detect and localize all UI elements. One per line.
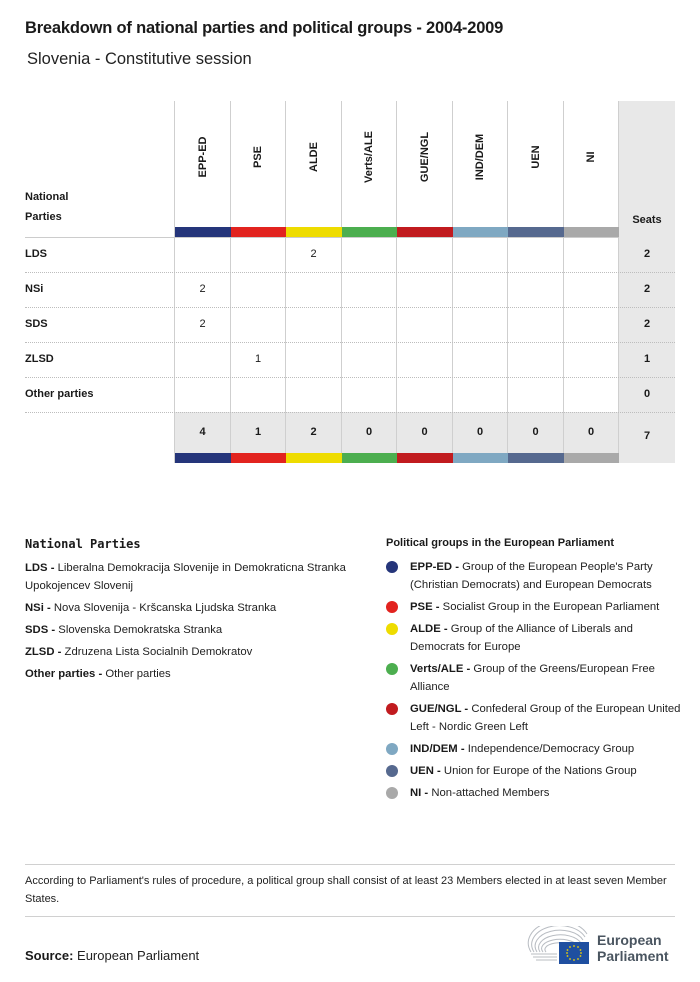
total-cell: 0	[421, 426, 428, 438]
page-title: Breakdown of national parties and political groups - 2004-2009	[25, 19, 504, 37]
legend-abbr: Other parties -	[25, 668, 103, 680]
table-cell: 2	[199, 283, 206, 295]
legend-abbr: NI -	[410, 787, 429, 799]
color-bar-top	[342, 227, 398, 237]
color-bar-bottom	[508, 453, 564, 463]
seats-cell: 2	[643, 318, 651, 330]
color-dot-icon	[386, 765, 398, 777]
color-bar-bottom	[397, 453, 453, 463]
seats-cell: 0	[643, 388, 651, 400]
legend-abbr: Verts/ALE -	[410, 663, 471, 675]
header-rule	[25, 237, 619, 238]
political-group-legend-item	[386, 598, 686, 616]
color-bar-top	[231, 227, 287, 237]
row-divider	[25, 272, 675, 273]
national-party-legend-item	[25, 599, 355, 617]
legend-name: Other parties	[105, 668, 171, 680]
legend-name: Group of the Greens/European Free Alliance	[410, 663, 655, 693]
color-bar-bottom	[342, 453, 398, 463]
logo-line1: European	[597, 932, 662, 948]
breakdown-table	[25, 101, 675, 463]
legend-name: Independence/Democracy Group	[467, 743, 635, 755]
legend-name: Non-attached Members	[431, 787, 550, 799]
divider	[25, 864, 675, 865]
color-dot-icon	[386, 703, 398, 715]
column-header-epp-ed	[175, 101, 230, 227]
column-header-text: NI	[585, 151, 597, 163]
seats-cell: 2	[643, 283, 651, 295]
political-group-legend-item	[386, 558, 686, 594]
color-dot-icon	[386, 561, 398, 573]
national-parties-legend	[25, 537, 355, 687]
total-cell: 4	[199, 426, 206, 438]
color-dot-icon	[386, 601, 398, 613]
legend-name: Liberalna Demokracija Slovenije in Demokraticna Stranka Upokojencev Slovenij	[25, 562, 346, 592]
legend-name: Socialist Group in the European Parliament	[442, 601, 660, 613]
seats-header: Seats	[632, 214, 662, 226]
legend-abbr: LDS -	[25, 562, 55, 574]
national-party-legend-item	[25, 665, 355, 683]
color-bar-top	[453, 227, 509, 237]
color-bar-bottom	[453, 453, 509, 463]
source-value: European Parliament	[77, 948, 200, 963]
column-header-uen	[508, 101, 563, 227]
column-header-ind-dem	[453, 101, 508, 227]
column-header-text: Verts/ALE	[363, 131, 375, 183]
divider	[25, 916, 675, 917]
hemicycle-flag-icon	[527, 926, 593, 966]
color-bar-top	[508, 227, 564, 237]
national-party-legend-item	[25, 621, 355, 639]
grand-total: 7	[643, 430, 651, 442]
column-header-ni	[564, 101, 619, 227]
column-header-alde	[286, 101, 341, 227]
color-dot-icon	[386, 787, 398, 799]
legend-abbr: SDS -	[25, 624, 56, 636]
seats-cell: 1	[643, 353, 651, 365]
row-divider	[25, 377, 675, 378]
legend-abbr: EPP-ED -	[410, 561, 459, 573]
row-divider	[25, 412, 675, 413]
row-label: ZLSD	[25, 353, 54, 365]
national-party-legend-item	[25, 559, 355, 595]
total-cell: 2	[310, 426, 317, 438]
total-cell: 0	[587, 426, 595, 438]
color-dot-icon	[386, 623, 398, 635]
seats-cell: 2	[643, 248, 651, 260]
row-label: LDS	[25, 248, 47, 260]
political-groups-legend-title: Political groups in the European Parliament	[386, 537, 614, 549]
legend-abbr: IND/DEM -	[410, 743, 465, 755]
color-bar-top	[175, 227, 231, 237]
legend-name: Confederal Group of the European United Left - Nordic Green Left	[410, 703, 681, 733]
total-cell: 0	[532, 426, 539, 438]
political-groups-legend	[386, 537, 686, 806]
national-parties-header-text: National Parties	[25, 191, 69, 223]
political-group-legend-item	[386, 700, 686, 736]
legend-name: Group of the Alliance of Liberals and Democrats for Europe	[410, 623, 633, 653]
row-label: Other parties	[25, 388, 94, 400]
color-bar-bottom	[564, 453, 620, 463]
color-bar-bottom	[231, 453, 287, 463]
national-parties-legend-title: National Parties	[25, 537, 141, 551]
national-parties-header	[25, 187, 105, 227]
legend-abbr: NSi -	[25, 602, 51, 614]
political-group-legend-item	[386, 740, 686, 758]
seats-column-bg	[619, 101, 675, 463]
political-group-legend-item	[386, 762, 686, 780]
column-header-text: GUE/NGL	[418, 131, 431, 183]
footnote: According to Parliament's rules of procedure, a political group shall consist of at least 23 Members elected in at least seven Member States.	[25, 875, 667, 905]
political-group-legend-item	[386, 784, 686, 802]
legend-name: Group of the European People's Party (Christian Democrats) and European Democrats	[410, 561, 653, 591]
page-subtitle: Slovenia - Constitutive session	[27, 50, 252, 68]
color-bar-top	[286, 227, 342, 237]
logo-text	[597, 932, 669, 964]
color-dot-icon	[386, 743, 398, 755]
legend-name: Union for Europe of the Nations Group	[443, 765, 637, 777]
political-group-legend-item	[386, 660, 686, 696]
color-bar-top	[397, 227, 453, 237]
legend-abbr: GUE/NGL -	[410, 703, 469, 715]
table-cell: 1	[254, 353, 262, 365]
legend-abbr: PSE -	[410, 601, 440, 613]
legend-abbr: ALDE -	[410, 623, 448, 635]
color-bar-bottom	[286, 453, 342, 463]
column-header-text: EPP-ED	[196, 136, 209, 178]
column-header-pse	[231, 101, 286, 227]
total-cell: 0	[476, 426, 484, 438]
source	[25, 948, 199, 963]
table-cell: 2	[199, 318, 206, 330]
legend-abbr: UEN -	[410, 765, 441, 777]
color-bar-bottom	[175, 453, 231, 463]
column-header-text: ALDE	[307, 142, 320, 172]
legend-name: Zdruzena Lista Socialnih Demokratov	[64, 646, 253, 658]
column-header-gue-ngl	[397, 101, 452, 227]
political-group-legend-item	[386, 620, 686, 656]
national-party-legend-item	[25, 643, 355, 661]
legend-name: Slovenska Demokratska Stranka	[58, 624, 223, 636]
table-cell: 2	[310, 248, 317, 260]
row-label: NSi	[25, 283, 44, 295]
total-cell: 1	[254, 426, 262, 438]
total-cell: 0	[365, 426, 373, 438]
row-divider	[25, 307, 675, 308]
color-bar-top	[564, 227, 620, 237]
color-dot-icon	[386, 663, 398, 675]
legend-name: Nova Slovenija - Kršcanska Ljudska Stranka	[53, 602, 277, 614]
row-label: SDS	[25, 318, 48, 330]
logo-line2: Parliament	[597, 948, 669, 964]
column-header-text: PSE	[252, 145, 264, 169]
source-label: Source:	[25, 948, 74, 963]
column-header-verts-ale	[342, 101, 397, 227]
legend-abbr: ZLSD -	[25, 646, 62, 658]
european-parliament-logo	[527, 926, 677, 966]
column-header-text: IND/DEM	[474, 133, 486, 181]
row-divider	[25, 342, 675, 343]
column-header-text: UEN	[529, 145, 542, 169]
